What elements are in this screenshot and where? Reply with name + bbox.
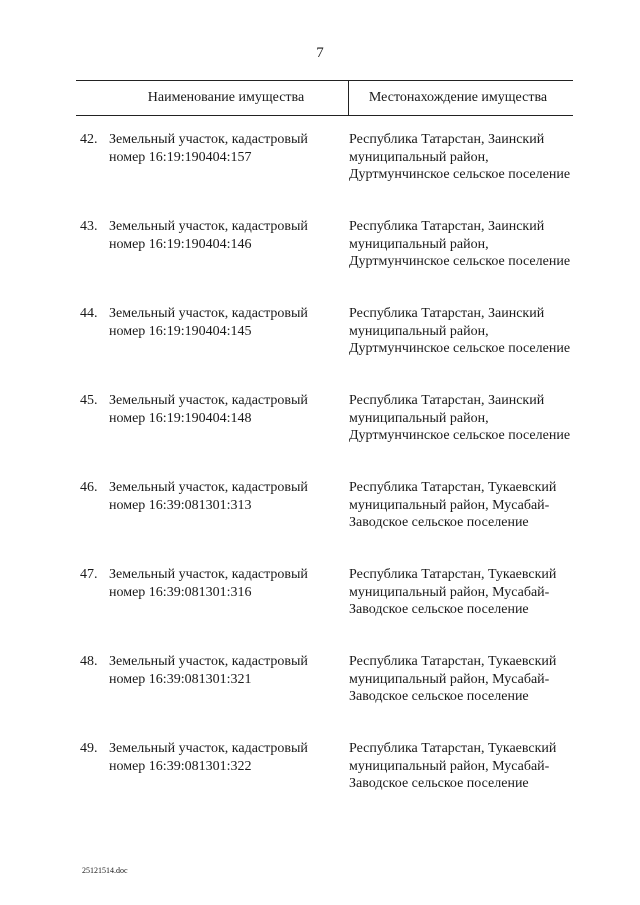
property-row: [0, 131, 640, 218]
table-header: [76, 80, 573, 116]
property-name: Земельный участок, кадастровый номер 16:39:081301:321: [109, 654, 308, 687]
property-name: Земельный участок, кадастровый номер 16:39:081301:313: [109, 480, 308, 513]
property-row: [0, 305, 640, 392]
row-number: 48.: [80, 654, 98, 669]
document-filename: 25121514.doc: [82, 866, 128, 875]
property-row: [0, 653, 640, 740]
property-name: Земельный участок, кадастровый номер 16:39:081301:316: [109, 567, 308, 600]
header-location-column: Местонахождение имущества: [368, 90, 548, 105]
row-number: 49.: [80, 741, 98, 756]
property-name: Земельный участок, кадастровый номер 16:19:190404:146: [109, 219, 308, 252]
row-number: 47.: [80, 567, 98, 582]
property-location: Республика Татарстан, Заинский муниципальный район, Дуртмунчинское сельское поселение: [349, 393, 571, 444]
row-number: 45.: [80, 393, 98, 408]
property-name: Земельный участок, кадастровый номер 16:19:190404:145: [109, 306, 308, 339]
property-location: Республика Татарстан, Тукаевский муниципальный район, Мусабай-Заводское сельское поселение: [349, 567, 557, 618]
property-location: Республика Татарстан, Тукаевский муниципальный район, Мусабай-Заводское сельское поселение: [349, 480, 557, 531]
property-location: Республика Татарстан, Тукаевский муниципальный район, Мусабай-Заводское сельское поселение: [349, 741, 557, 792]
property-row: [0, 479, 640, 566]
property-location: Республика Татарстан, Заинский муниципальный район, Дуртмунчинское сельское поселение: [349, 132, 571, 183]
page-number: 7: [316, 45, 324, 61]
row-number: 42.: [80, 132, 98, 147]
row-number: 46.: [80, 480, 98, 495]
header-name-column: Наименование имущества: [147, 90, 305, 105]
property-location: Республика Татарстан, Заинский муниципальный район, Дуртмунчинское сельское поселение: [349, 306, 571, 357]
property-row: [0, 740, 640, 827]
row-number: 43.: [80, 219, 98, 234]
header-column-divider: [348, 81, 349, 115]
property-name: Земельный участок, кадастровый номер 16:39:081301:322: [109, 741, 308, 774]
property-row: [0, 392, 640, 479]
property-name: Земельный участок, кадастровый номер 16:19:190404:157: [109, 132, 308, 165]
property-list: [0, 131, 640, 827]
property-row: [0, 566, 640, 653]
property-location: Республика Татарстан, Заинский муниципальный район, Дуртмунчинское сельское поселение: [349, 219, 571, 270]
property-name: Земельный участок, кадастровый номер 16:19:190404:148: [109, 393, 308, 426]
row-number: 44.: [80, 306, 98, 321]
property-row: [0, 218, 640, 305]
property-location: Республика Татарстан, Тукаевский муниципальный район, Мусабай-Заводское сельское поселение: [349, 654, 557, 705]
